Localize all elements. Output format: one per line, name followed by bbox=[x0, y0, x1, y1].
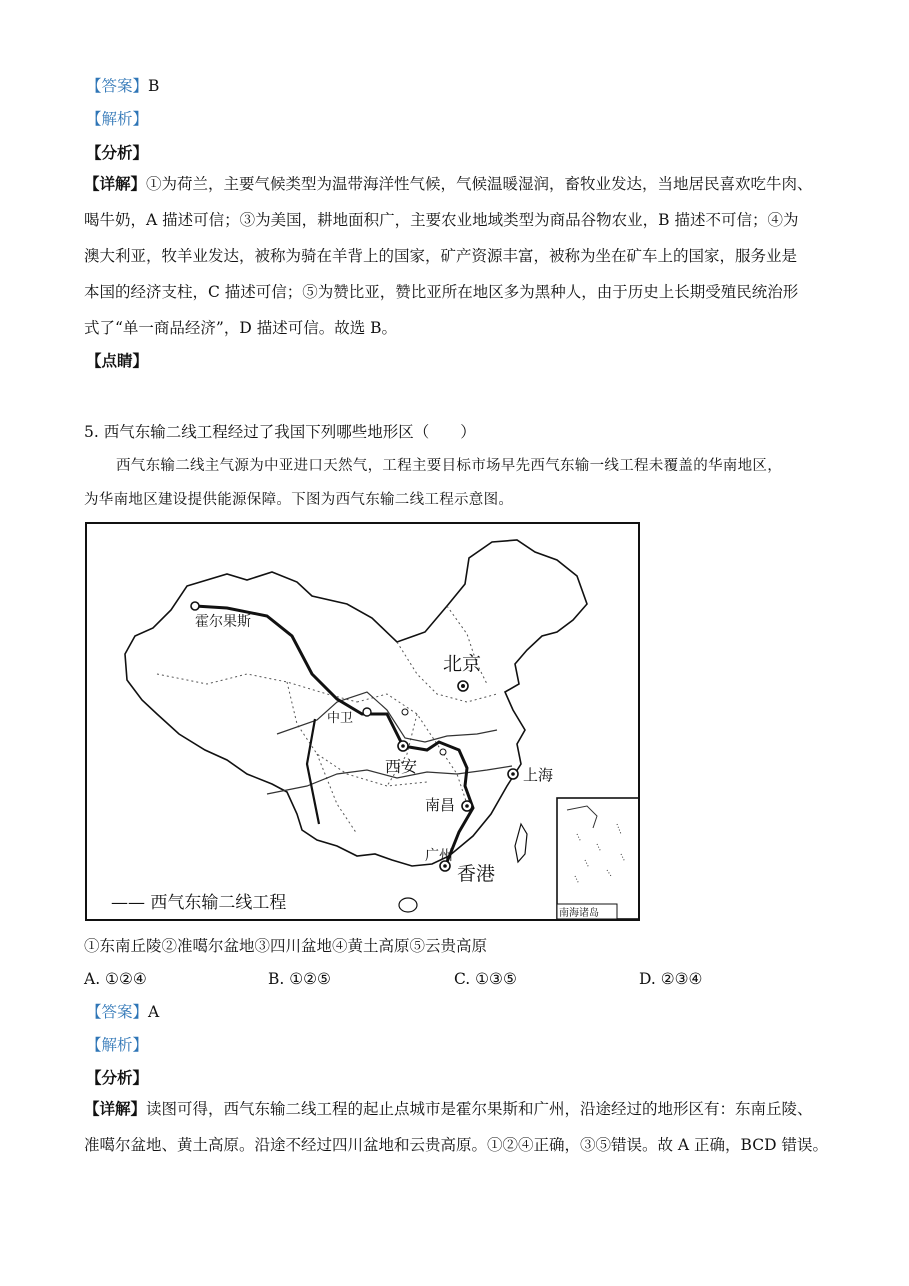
detail-line-4: 本国的经济支柱，C 描述可信；⑤为赞比亚，赞比亚所在地区多为黑种人，由于历史上长期受殖民统治形 bbox=[84, 283, 799, 301]
q5-intro-2: 为华南地区建设提供能源保障。下图为西气东输二线工程示意图。 bbox=[84, 492, 514, 508]
q5-answer bbox=[86, 1002, 159, 1022]
q4-answer bbox=[86, 76, 159, 96]
label-shanghai: 上海 bbox=[523, 766, 554, 784]
q5-analysis-label: 【解析】 bbox=[86, 1036, 149, 1054]
detail-label: 【详解】 bbox=[84, 174, 147, 193]
label-zhongwei: 中卫 bbox=[327, 711, 354, 726]
answer-label: 【答案】 bbox=[86, 1003, 149, 1021]
label-south-sea: 南海诸岛 bbox=[559, 908, 599, 919]
pipeline-route bbox=[195, 606, 473, 862]
detail-line-1: 【详解】读图可得，西气东输二线工程的起止点城市是霍尔果斯和广州，沿途经过的地形区有：东南丘陵、 bbox=[84, 1099, 813, 1118]
option-d[interactable]: D. ②③④ bbox=[639, 970, 703, 988]
q5-stem: 5. 西气东输二线工程经过了我国下列哪些地形区（ ） bbox=[84, 423, 476, 441]
label-nanchang: 南昌 bbox=[425, 796, 456, 814]
pipeline-map bbox=[85, 522, 640, 921]
label-hongkong: 香港 bbox=[457, 863, 496, 885]
label-guangzhou: 广州 bbox=[425, 848, 453, 864]
detail-line-5: 式了“单一商品经济”，D 描述可信。故选 B。 bbox=[84, 319, 398, 337]
q4-dianjing-label: 【点睛】 bbox=[86, 351, 149, 370]
q5-items: ①东南丘陵②准噶尔盆地③四川盆地④黄土高原⑤云贵高原 bbox=[84, 937, 488, 955]
china-outline bbox=[125, 540, 587, 866]
label-horgos: 霍尔果斯 bbox=[195, 614, 251, 630]
q4-analysis-label: 【解析】 bbox=[86, 110, 149, 128]
detail-label: 【详解】 bbox=[84, 1099, 147, 1118]
q5-detail bbox=[84, 1091, 844, 1163]
option-c[interactable]: C. ①③⑤ bbox=[454, 970, 517, 988]
answer-value: B bbox=[148, 77, 160, 95]
answer-label: 【答案】 bbox=[86, 77, 149, 95]
south-sea-inset bbox=[557, 798, 638, 919]
detail-line-1: 【详解】①为荷兰，主要气候类型为温带海洋性气候，气候温暖湿润，畜牧业发达，当地居民喜欢吃牛肉、 bbox=[84, 174, 813, 193]
label-beijing: 北京 bbox=[443, 653, 482, 675]
answer-value: A bbox=[148, 1003, 160, 1021]
q4-fenxi-label: 【分析】 bbox=[86, 143, 149, 162]
map-legend: —— 西气东输二线工程 bbox=[111, 893, 287, 913]
q5-intro-1: 西气东输二线主气源为中亚进口天然气，工程主要目标市场早先西气东输一线工程未覆盖的华南地区， bbox=[116, 458, 782, 474]
q4-detail bbox=[84, 166, 844, 346]
china-map-svg bbox=[87, 524, 638, 919]
option-a[interactable]: A. ①②④ bbox=[84, 970, 147, 988]
label-xian: 西安 bbox=[385, 757, 418, 776]
option-b[interactable]: B. ①②⑤ bbox=[268, 970, 331, 988]
detail-line-2: 喝牛奶，A 描述可信；③为美国，耕地面积广，主要农业地域类型为商品谷物农业，B 描述不可信；④为 bbox=[84, 211, 799, 229]
q5-fenxi-label: 【分析】 bbox=[86, 1068, 149, 1087]
detail-line-3: 澳大利亚，牧羊业发达，被称为骑在羊背上的国家，矿产资源丰富，被称为坐在矿车上的国家，服务业是 bbox=[84, 247, 798, 265]
detail-line-2: 准噶尔盆地、黄土高原。沿途不经过四川盆地和云贵高原。①②④正确，③⑤错误。故 A 正确，BCD 错误。 bbox=[84, 1136, 828, 1154]
